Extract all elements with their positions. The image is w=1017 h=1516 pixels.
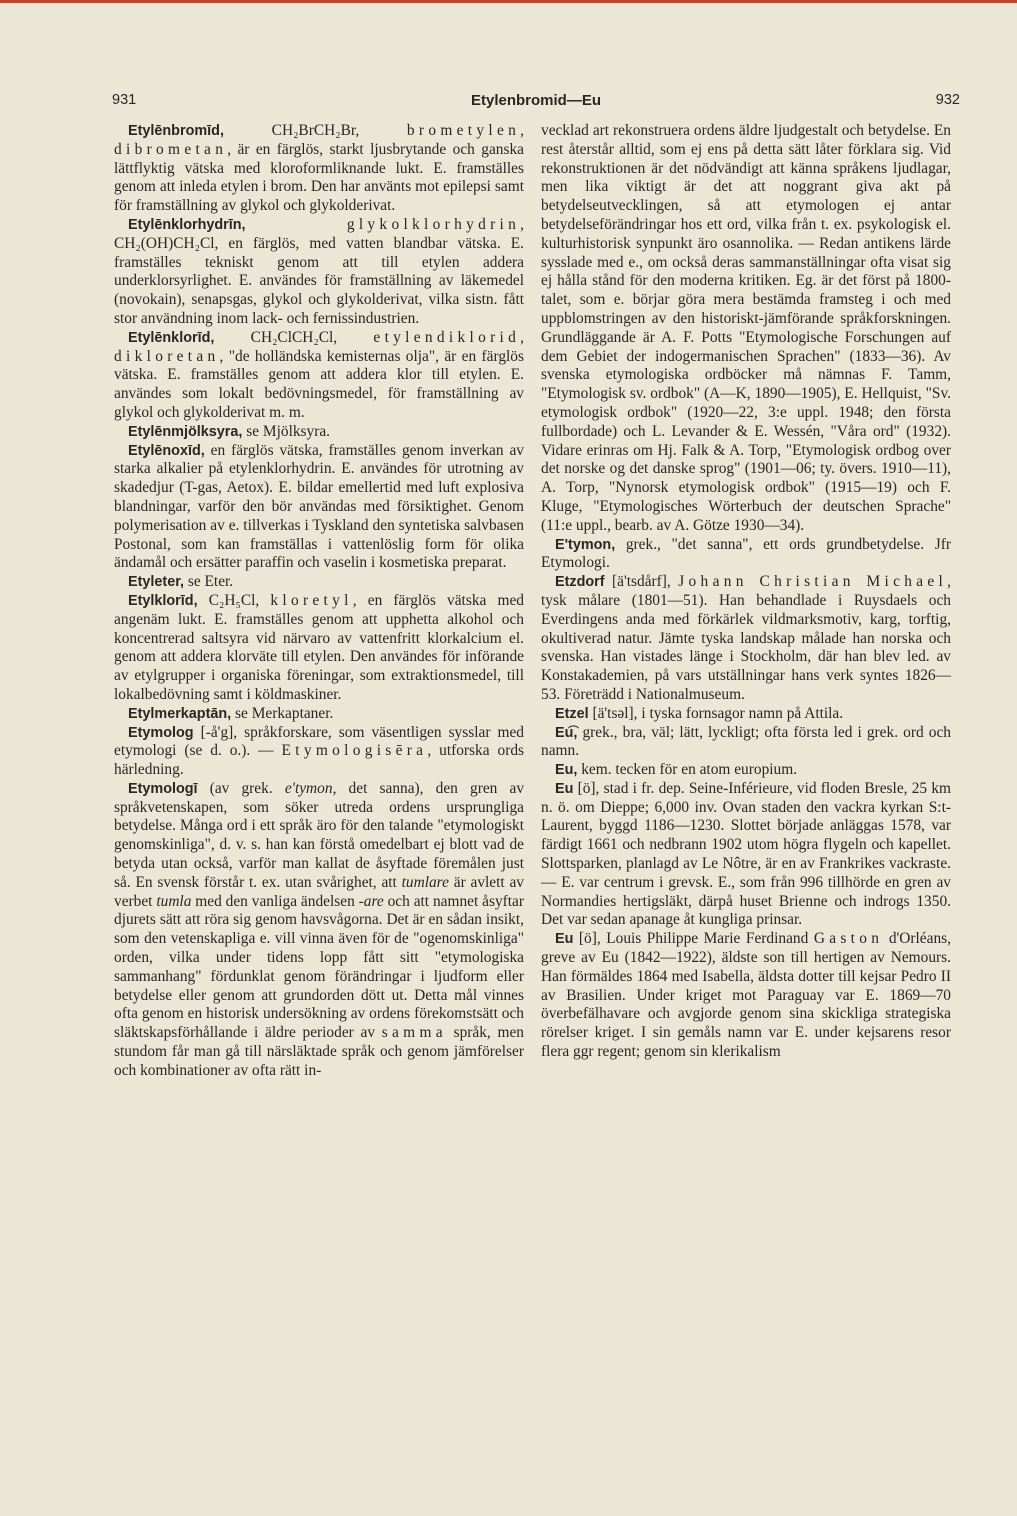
entry-text: , en färglös vätska med angenäm lukt. E. framställes genom att upphetta alkohol och koncentrerad saltsyra vid närvaro av vattenfritt klorkalcium el. genom att addera klorväte till etylen. Den användes för införande av etylgrupper i organiska föreningar, som extraktionsmedel, till lokalbedövning samt i köldmaskiner. (114, 591, 524, 703)
entry-text: kem. tecken för en atom europium. (577, 761, 798, 779)
headword: Etymologī (128, 780, 198, 797)
spaced-term: kloretyl (270, 591, 353, 609)
headword: Etylēnmjölksyra, (128, 423, 243, 440)
entry-text: med den vanliga ändelsen (191, 892, 359, 910)
entry-etzdorf (541, 573, 951, 705)
entry-text: , CH₂(OH)CH₂Cl, en färglös, med vatten blandbar vätska. E. framställes tekniskt genom att till etylen addera underklorsyrlighet. E. användes för framställning av läkemedel (novokain), senapsgas, glykol och glykolderivat, vilka sistn. fått stor användning inom lack- och fernissindustrien. (114, 215, 524, 327)
spaced-term: dibrometan (114, 140, 228, 158)
italic-term: e'tymon, (284, 779, 337, 797)
headword: Etymolog (128, 724, 194, 741)
entry-text: [ö], Louis Philippe Marie Ferdinand (573, 930, 814, 948)
entry-text: , är en färglös, starkt ljusbrytande och ganska lättflyktig vätska med kloroformliknande lukt. E. framställes genom att inleda etylen i brom. Den har använts mot epilepsi samt för framställning av glykol och glykolderivat. (114, 140, 524, 215)
formula: C₂H₅Cl, (197, 591, 271, 609)
entry-etylenoxid (114, 442, 524, 574)
italic-term: tumlare (401, 873, 449, 891)
entry-eu-count (541, 930, 951, 1062)
entry-etylklorid (114, 592, 524, 705)
entry-text: , tysk målare (1801—51). Han behandlade i Ruysdaels och Everdingens anda med förkärlek vildmarksmotiv, karg, torftig, okultiverad natur. Jämte tyska landskap målade han norska och svenska. Han vistades länge i Stockholm, där han blev led. av Konstakademien, på vars utställningar hans verk syntes 1826—53. Företrädd i Nationalmuseum. (541, 573, 951, 703)
entry-etymologi-continued (541, 122, 951, 536)
spaced-term: brometylen (406, 122, 521, 139)
formula: CH₂ClCH₂Cl, (214, 328, 374, 346)
entry-text: se Merkaptaner. (231, 704, 334, 722)
spaced-term: dikloretan (114, 347, 220, 365)
entry-text: se Eter. (184, 573, 234, 591)
spaced-term: samma (381, 1024, 447, 1042)
entry-etzel (541, 705, 951, 724)
spaced-term: glykolklorhydrin (346, 215, 521, 233)
entry-text: grek., "det sanna", ett ords grundbetydelse. Jfr Etymologi. (541, 535, 951, 572)
page-number-right: 932 (935, 92, 960, 108)
entry-text: , utforska ords härledning. (114, 742, 525, 779)
italic-term: -are (358, 892, 384, 910)
headword: Eu͡, (555, 724, 578, 741)
entry-eu-town (541, 780, 951, 930)
entry-text: d'Orléans, greve av Eu (1842—1922), äldste son till hertigen av Nemours. Han förmäldes 1864 med Isabella, äldsta dotter till kejsar Pedro II av Brasilien. Under kriget mot Paraguay var E. 1869—70 överbefälhavare och avgjorde genom sina skickliga strategiska rörelser kriget. I sin gemåls namn var E. under kejsarens resor flera ggr regent; genom sin klerikalism (541, 930, 951, 1061)
page-header (112, 92, 960, 116)
headword: Etylēnoxīd, (128, 442, 205, 459)
entry-etylmerkaptan (114, 705, 524, 724)
entry-text: en färglös vätska, framställes genom inverkan av starka alkalier på etylenklorhydrin. E. användes för utrotning av skadedjur (T-gas, Aetox). E. bildar emellertid med luft explosiva blandningar, varför den bör användas med försiktighet. Genom polymerisation av e. tillverkas i Tyskland den syntetiska salvbasen Postonal, som kan framställas i vattenlöslig form för olika ändamål och ersätter paraffin och vaselin i kosmetiska preparat. (114, 441, 524, 572)
right-column (541, 122, 951, 1062)
spaced-term: etylendiklorid (373, 328, 521, 346)
entry-text: det sanna), den gren av språkvetenskapen, som söker utreda ordens ursprungliga betydelse. Många ord i ett språk äro för den talande "etymologiskt genomskinliga", d. v. s. han kan förstå omedelbart ej blott vad de betyda utan också, varför man kallat de åsyftade föremålen just så. En svensk förstår t. ex. utan svårighet, att (114, 779, 525, 891)
entry-etylenklorid (114, 329, 524, 423)
page-number-left: 931 (112, 92, 137, 108)
headword: Etzdorf (555, 574, 605, 591)
headword: E'tymon, (555, 536, 616, 553)
headword: Etyleter, (128, 574, 184, 591)
headword: Etylmerkaptān, (128, 705, 232, 722)
entry-etymologi (114, 780, 524, 1081)
formula: CH₂BrCH₂Br, (223, 122, 407, 139)
headword: Etylēnklorhydrīn, (128, 216, 246, 233)
headword: Etylklorīd, (128, 592, 198, 609)
entry-etylenbromid (114, 122, 524, 216)
headword: Eu (555, 931, 574, 948)
entry-text: grek., bra, väl; lätt, lyckligt; ofta första led i grek. ord och namn. (541, 723, 951, 760)
entry-eu-prefix (541, 724, 951, 762)
entry-text: se Mjölksyra. (242, 422, 331, 440)
entry-etylenmjolksyra (114, 423, 524, 442)
spaced-term: Johann Christian Michael (678, 573, 948, 591)
entry-text: [ä'tsəl], i tyska fornsagor namn på Attila. (588, 704, 844, 722)
spaced-term: Gaston (813, 930, 884, 948)
entry-etymon (541, 536, 951, 574)
entry-text: [ö], stad i fr. dep. Seine-Inférieure, vid floden Bresle, 25 km n. ö. om Dieppe; 6,000 inv. Ovan staden den vackra kyrkan S:t-Laurent, byggd 1186—1230. Slottet började anläggas 1578, var färdigt 1661 och nedbrann 1902 utom högra flygeln och kapellet. Slottsparken, planlagd av Le Nôtre, är en av Frankrikes vackraste. — E. var centrum i grevsk. E., som från 996 tillhörde en gren av Normandies hertigsläkt, därpå huset Brienne och indrogs 1350. Det var sedan apanage åt kungliga prinsar. (541, 779, 951, 929)
spaced-term: Etymologisēra (281, 742, 428, 760)
entry-text: och att namnet åsyftar djurets sätt att röra sig genom havsvågorna. Det är en sådan insikt, som den vetenskapliga e. vill vinna även för de "ogenomskinliga" orden, vilka under tidens lopp fått sitt "etymologiska sammanhang" fördunklat genom förändringar i ljudform eller betydelse eller genom att grundorden dött ut. Detta mål vinnes ofta genom en historisk undersökning av ordens förekomstsätt och släktskapsförhållande i äldre perioder av (114, 892, 525, 1042)
italic-term: tumla (156, 892, 192, 910)
entry-eu-symbol (541, 761, 951, 780)
headword: Etylēnbromīd, (128, 123, 224, 139)
entry-text: (av grek. (197, 779, 285, 797)
entry-etylenklorhydrin (114, 216, 524, 329)
headword: Etylēnklorīd, (128, 329, 215, 346)
left-column (114, 122, 524, 1081)
headword: Eu, (555, 762, 578, 779)
running-title: Etylenbromid—Eu (470, 92, 601, 109)
headword: Etzel (555, 705, 589, 722)
entry-text: [-å'g], språkforskare, som väsentligen sysslar med etymologi (se d. o.). — (114, 723, 524, 760)
entry-etymolog (114, 724, 524, 780)
entry-text: , "de holländska kemisternas olja", är en färglös vätska. E. framställes genom att addera klor till etylen. E. användes som lokalt bedövningsmedel, för framställning av glykol och glykolderivat m. m. (114, 347, 524, 421)
separator: , (520, 122, 524, 139)
top-rule (0, 0, 1017, 3)
headword: Eu (555, 780, 574, 797)
entry-text: är avlett av verbet (114, 873, 524, 910)
entry-text: [ä'tsdårf], (604, 573, 679, 591)
entry-etyleter (114, 573, 524, 592)
separator: , (520, 328, 524, 346)
entry-text: språk, men stundom får man gå till närsläktade språk och genom jämförelser och kombinationer av ofta rätt in- (114, 1024, 524, 1079)
entry-text: vecklad art rekonstruera ordens äldre ljudgestalt och betydelse. En rest återstår alltid, som ej ens på detta sätt låter förklara sig. Vid rekonstruktionen är det nödvändigt att känna språkens ljudlagar, men lika viktigt är det att noggrant giva akt på betydelseutvecklingen, så att etymologen ej antar betydelseförändringar hos ett ord, vilka från t. ex. psykologisk el. kulturhistorisk synpunkt äro osannolika. — Redan antikens lärde sysslade med e., om också deras sammanställningar ofta visat sig ej hålla stånd för den moderna kritiken. Eg. är det först på 1800-talet, som e. börjar göra mera bestämda framsteg i och med uppblomstringen av den historiskt-jämförande språkforskningen. Grundläggande är A. F. Potts "Etymologische Forschungen auf dem Gebiet der indogermanischen Sprachen" (1833—36). Av svenska etymologiska ordböcker må nämnas F. Tamm, "Etymologisk sv. ordbok" (A—K, 1890—1905), E. Hellquist, "Sv. etymologisk ordbok" (1920—22, 3:e uppl. 1948; den första fullbordade) och L. Levander & E. Wessén, "Våra ord" (1932). Vidare erinras om Hj. Falk & A. Torp, "Etymologisk ordbog over det norske og det danske sprog" (1901—06; ty. övers. 1910—11), A. Torp, "Nynorsk etymologisk ordbok" (1915—19) och F. Kluge, "Etymologisches Wörterbuch der deutschen Sprache" (11:e uppl., bearb. av A. Götze 1930—34). (541, 122, 951, 534)
